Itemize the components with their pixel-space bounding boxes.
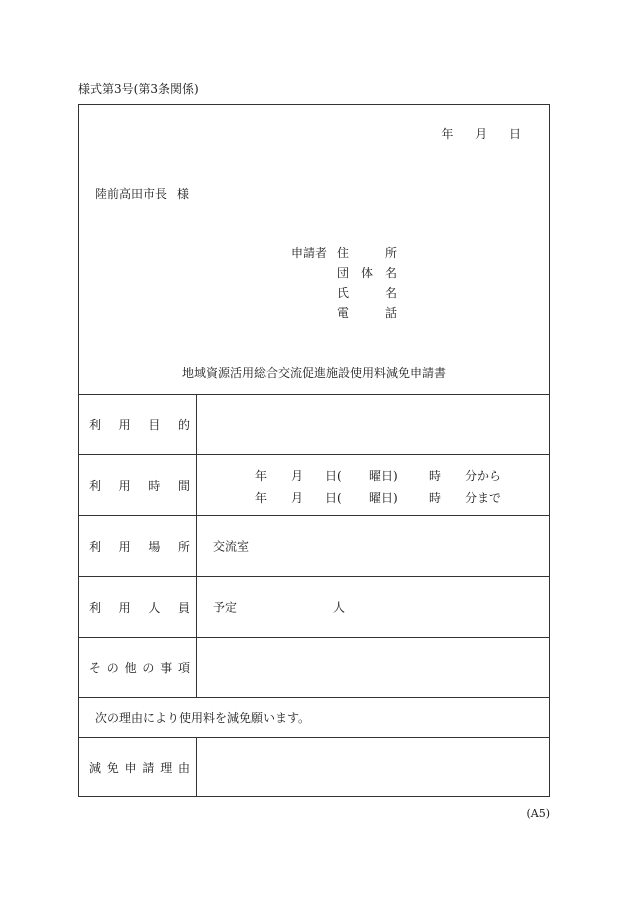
char: 氏 — [337, 286, 350, 300]
char: 団 — [337, 266, 350, 280]
applicant-address-label — [337, 244, 397, 264]
char: 電 — [337, 306, 350, 320]
char: 住 — [337, 246, 350, 260]
weekday-unit: 曜日) — [369, 491, 398, 505]
applicant-label: 申請者 — [291, 246, 328, 260]
row-place-value[interactable] — [197, 516, 549, 576]
char: の — [106, 661, 119, 675]
notice-text: 次の理由により使用料を減免願います。 — [95, 711, 311, 725]
row-purpose-label — [79, 395, 197, 454]
addressee-honorific: 様 — [177, 187, 190, 201]
char: 利 — [89, 478, 102, 493]
char: 体 — [360, 266, 373, 280]
row-people-label — [79, 577, 197, 637]
char: 事 — [160, 661, 173, 675]
form-header — [79, 105, 549, 394]
month-unit: 月 — [291, 469, 304, 483]
paper-size-note: (A5) — [526, 807, 550, 820]
row-reason — [79, 737, 549, 796]
row-people-value[interactable] — [197, 577, 549, 637]
row-other-value[interactable] — [197, 638, 549, 697]
row-reason-value[interactable] — [197, 738, 549, 796]
applicant-group-name-label — [337, 264, 397, 284]
row-reason-label — [79, 738, 197, 796]
addressee-name: 陸前高田市長 — [95, 187, 168, 201]
row-time — [79, 454, 549, 515]
char: の — [142, 661, 155, 675]
char: 時 — [148, 478, 161, 493]
applicant-fields — [337, 244, 397, 324]
row-other — [79, 637, 549, 697]
day-unit: 日( — [325, 469, 342, 483]
hour-unit: 時 — [429, 469, 442, 483]
place-text: 交流室 — [213, 539, 250, 554]
row-notice — [79, 697, 549, 737]
char: 減 — [89, 760, 102, 775]
weekday-unit: 曜日) — [369, 469, 398, 483]
char: 場 — [148, 539, 161, 554]
row-place — [79, 515, 549, 576]
applicant-name-label — [337, 284, 397, 304]
row-purpose — [79, 394, 549, 454]
row-people — [79, 576, 549, 637]
char: 項 — [177, 661, 190, 675]
char: そ — [89, 661, 102, 675]
row-purpose-value[interactable] — [197, 395, 549, 454]
char: 利 — [89, 600, 102, 615]
char: 名 — [384, 266, 397, 280]
form-caption: 様式第3号(第3条関係) — [78, 82, 199, 96]
char: 名 — [384, 286, 397, 300]
minute-from-unit: 分から — [465, 469, 502, 483]
char: 利 — [89, 539, 102, 554]
char: 由 — [177, 760, 190, 775]
row-time-value[interactable] — [197, 455, 549, 515]
application-form — [78, 104, 550, 797]
year-unit: 年 — [255, 491, 268, 505]
day-unit: 日( — [325, 491, 342, 505]
char: 人 — [148, 600, 161, 615]
year-unit: 年 — [255, 469, 268, 483]
char: 用 — [118, 539, 131, 554]
char: 員 — [177, 600, 190, 615]
char: 目 — [148, 418, 161, 432]
char: 申 — [124, 760, 137, 775]
addressee — [95, 185, 189, 202]
applicant-phone-label — [337, 304, 397, 324]
char: 間 — [177, 478, 190, 493]
char: 用 — [118, 600, 131, 615]
people-prefix: 予定 — [213, 600, 238, 615]
char: 利 — [89, 418, 102, 432]
people-unit: 人 — [333, 600, 346, 615]
document-title: 地域資源活用総合交流促進施設使用料減免申請書 — [181, 366, 446, 380]
month-unit: 月 — [291, 491, 304, 505]
date-line: 年 月 日 — [441, 127, 521, 141]
char: 他 — [124, 661, 137, 675]
char: 的 — [177, 418, 190, 432]
char: 用 — [118, 418, 131, 432]
hour-unit: 時 — [429, 491, 442, 505]
char: 所 — [177, 539, 190, 554]
row-time-label — [79, 455, 197, 515]
char: 請 — [142, 760, 155, 775]
char: 免 — [106, 760, 119, 775]
row-other-label — [79, 638, 197, 697]
char: 所 — [384, 246, 397, 260]
char: 話 — [384, 306, 397, 320]
row-place-label — [79, 516, 197, 576]
char: 用 — [118, 478, 131, 493]
char: 理 — [160, 760, 173, 775]
minute-to-unit: 分まで — [465, 491, 502, 505]
